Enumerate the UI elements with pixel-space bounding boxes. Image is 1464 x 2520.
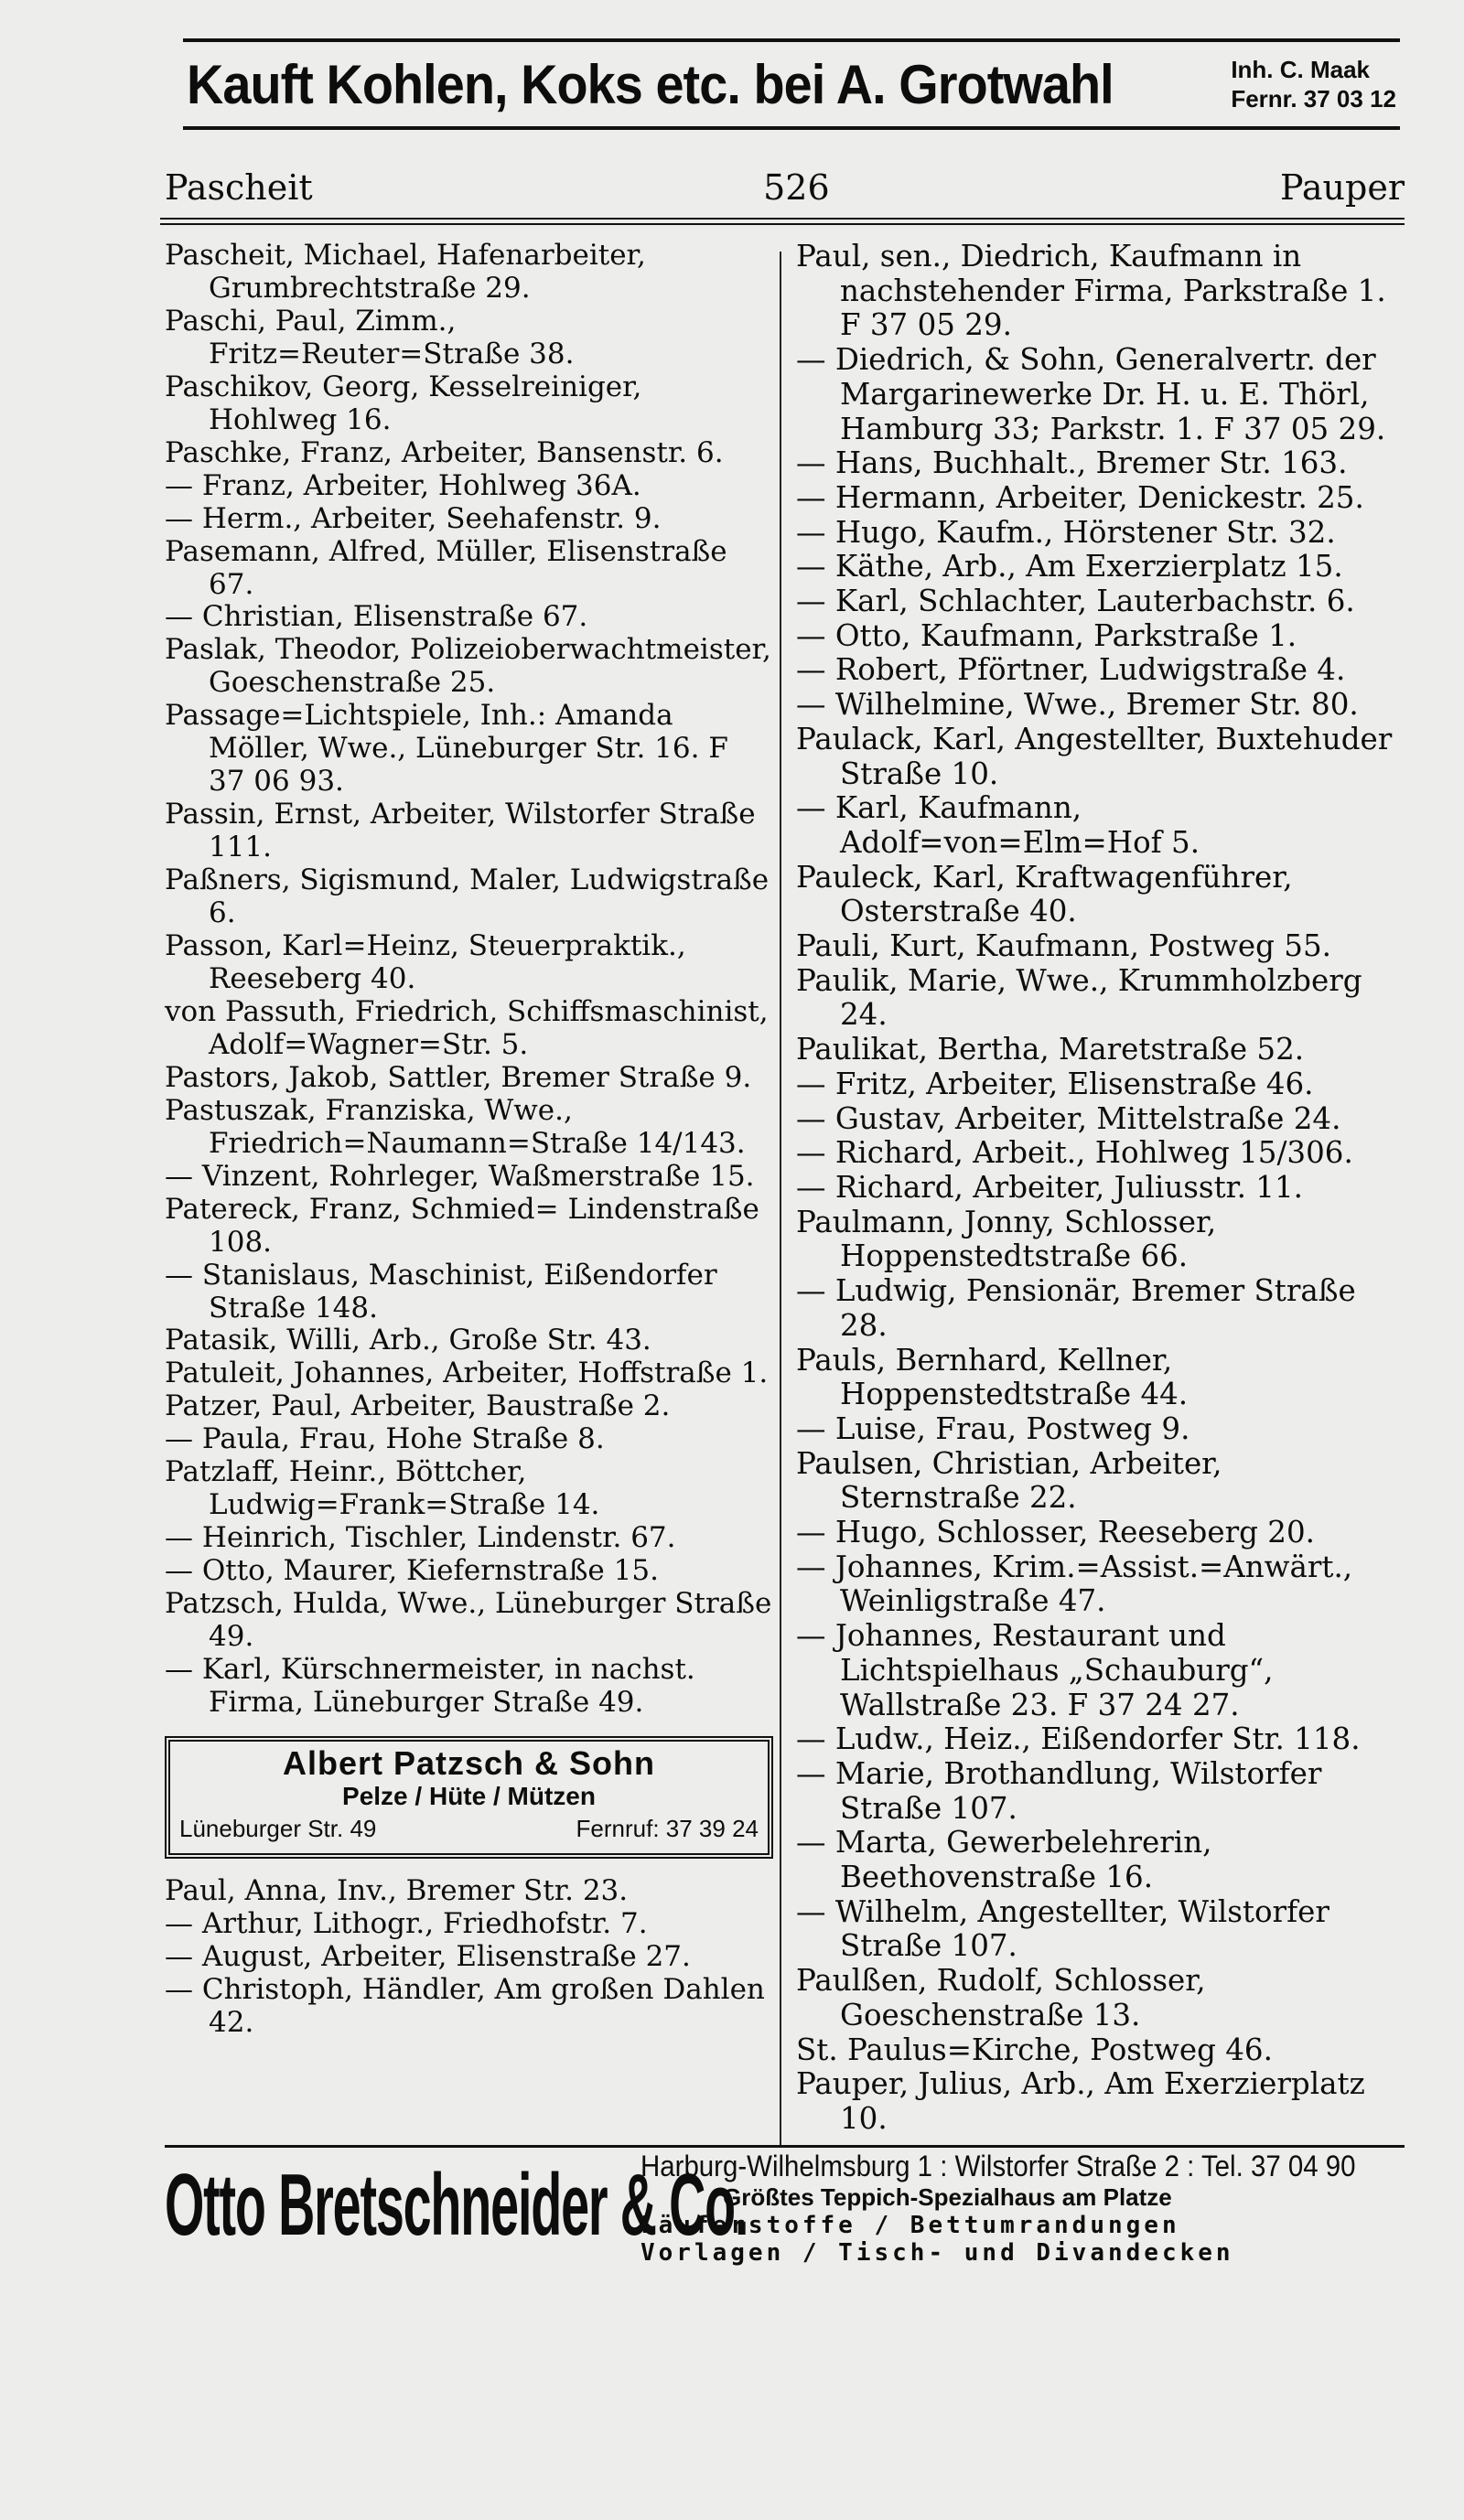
directory-entry: Pauper, Julius, Arb., Am Exerzierplatz 10. [796, 2066, 1365, 2136]
directory-entry: Paschi, Paul, Zimm., Fritz=Reuter=Straße 38. [165, 304, 575, 370]
patzsch-ad-address: Lüneburger Str. 49 [179, 1814, 377, 1842]
directory-entry: — Robert, Pförtner, Ludwigstraße 4. [796, 652, 1346, 688]
directory-entry: Paul, sen., Diedrich, Kaufmann in nachstehender Firma, Parkstraße 1. F 37 05 29. [796, 239, 1386, 343]
directory-entry: Paulmann, Jonny, Schlosser, Hoppenstedtstraße 66. [796, 1204, 1217, 1274]
directory-entry: — Wilhelmine, Wwe., Bremer Str. 80. [796, 687, 1359, 723]
directory-entry: Pastors, Jakob, Sattler, Bremer Straße 9. [165, 1060, 752, 1094]
patzsch-ad-goods: Pelze / Hüte / Mützen [342, 1781, 596, 1810]
directory-entry: — Otto, Kaufmann, Parkstraße 1. [796, 617, 1297, 653]
directory-entry: — Hugo, Kaufm., Hörstener Str. 32. [796, 514, 1336, 550]
top-ad-owner: Inh. C. Maak [1231, 56, 1371, 83]
directory-entry: — Franz, Arbeiter, Hohlweg 36A. [165, 468, 641, 502]
patzsch-advertisement [165, 1736, 773, 1859]
directory-entry: Paßners, Sigismund, Maler, Ludwigstraße 6. [165, 863, 770, 930]
directory-entry: — Hans, Buchhalt., Bremer Str. 163. [796, 445, 1348, 481]
directory-entry: — Diedrich, & Sohn, Generalvertr. der Margarinewerke Dr. H. u. E. Thörl, Hamburg 33; Parkstr. 1. F 37 05 29. [796, 342, 1386, 446]
bottom-ad-address: Harburg-Wilhelmsburg 1 : Wilstorfer Straße 2 : Tel. 37 04 90 [640, 2150, 1356, 2182]
directory-entry: — Christian, Elisenstraße 67. [165, 600, 588, 634]
directory-entry: — Herm., Arbeiter, Seehafenstr. 9. [165, 501, 662, 535]
top-ad-phone: Fernr. 37 03 12 [1231, 85, 1396, 113]
directory-entry: — Richard, Arbeit., Hohlweg 15/306. [796, 1135, 1353, 1171]
directory-entry: — Vinzent, Rohrleger, Waßmerstraße 15. [165, 1159, 755, 1193]
directory-entry: — Heinrich, Tischler, Lindenstr. 67. [165, 1521, 676, 1555]
directory-entry: — Fritz, Arbeiter, Elisenstraße 46. [796, 1066, 1314, 1101]
left-entries-after [165, 1875, 773, 2040]
patzsch-ad-phone: Fernruf: 37 39 24 [576, 1814, 759, 1842]
directory-entry: — Karl, Kürschnermeister, in nachst. Firma, Lüneburger Straße 49. [165, 1652, 695, 1719]
patzsch-ad-contact [179, 1813, 759, 1846]
directory-entry: Patzsch, Hulda, Wwe., Lüneburger Straße 49. [165, 1587, 772, 1654]
directory-entry: — August, Arbeiter, Elisenstraße 27. [165, 1939, 691, 1973]
bottom-ad-slogan: Größtes Teppich-Spezialhaus am Platze [723, 2183, 1172, 2211]
directory-entry: Paslak, Theodor, Polizeioberwachtmeister, Goeschenstraße 25. [165, 633, 771, 700]
directory-entry: Passage=Lichtspiele, Inh.: Amanda Möller, Wwe., Lüneburger Str. 16. F 37 06 93. [165, 699, 728, 799]
footer-rule [165, 2145, 1405, 2148]
left-catchword: Pascheit [165, 167, 313, 208]
directory-entry: — Paula, Frau, Hohe Straße 8. [165, 1422, 605, 1456]
directory-entry: Passin, Ernst, Arbeiter, Wilstorfer Straße 111. [165, 798, 756, 864]
directory-entry: Passon, Karl=Heinz, Steuerpraktik., Reeseberg 40. [165, 929, 686, 995]
directory-entry: — Richard, Arbeiter, Juliusstr. 11. [796, 1169, 1303, 1205]
directory-entry: — Hugo, Schlosser, Reeseberg 20. [796, 1515, 1315, 1550]
directory-entry: Paschikov, Georg, Kesselreiniger, Hohlweg 16. [165, 370, 642, 436]
top-ad-contact [1231, 55, 1396, 113]
directory-entry: Paul, Anna, Inv., Bremer Str. 23. [165, 1873, 629, 1907]
directory-entry: — Christoph, Händler, Am großen Dahlen 42. [165, 1972, 765, 2039]
top-ad-text: Kauft Kohlen, Koks etc. bei A. Grotwahl [187, 53, 1114, 115]
directory-entry: Pascheit, Michael, Hafenarbeiter, Grumbrechtstraße 29. [165, 239, 646, 305]
bottom-advertisement [165, 2150, 1405, 2346]
page-number: 526 [763, 167, 830, 208]
directory-entry: Paulack, Karl, Angestellter, Buxtehuder Straße 10. [796, 721, 1393, 791]
directory-entry: — Arthur, Lithogr., Friedhofstr. 7. [165, 1906, 648, 1940]
directory-entry: Paulikat, Bertha, Maretstraße 52. [796, 1032, 1305, 1067]
directory-entry: Paschke, Franz, Arbeiter, Bansenstr. 6. [165, 435, 724, 469]
running-header [165, 165, 1405, 210]
directory-entry: Pauls, Bernhard, Kellner, Hoppenstedtstraße 44. [796, 1342, 1189, 1412]
directory-entry: Paulsen, Christian, Arbeiter, Sternstraße 22. [796, 1445, 1222, 1516]
directory-entry: Patzlaff, Heinr., Böttcher, Ludwig=Frank=Straße 14. [165, 1455, 600, 1522]
directory-entry: Pastuszak, Franziska, Wwe., Friedrich=Naumann=Straße 14/143. [165, 1093, 746, 1160]
directory-entry: Pasemann, Alfred, Müller, Elisenstraße 67. [165, 534, 727, 601]
directory-entry: Patereck, Franz, Schmied= Lindenstraße 108. [165, 1192, 759, 1259]
directory-entry: Patzer, Paul, Arbeiter, Baustraße 2. [165, 1389, 671, 1423]
bottom-ad-line3: Läuferstoffe / Bettumrandungen [640, 2212, 1180, 2239]
directory-entry: — Ludwig, Pensionär, Bremer Straße 28. [796, 1273, 1356, 1343]
right-catchword: Pauper [1280, 167, 1405, 208]
directory-entry: — Otto, Maurer, Kiefernstraße 15. [165, 1554, 659, 1588]
directory-entry: — Hermann, Arbeiter, Denickestr. 25. [796, 479, 1364, 515]
directory-entry: — Gustav, Arbeiter, Mittelstraße 24. [796, 1100, 1341, 1136]
directory-entry: St. Paulus=Kirche, Postweg 46. [796, 2032, 1273, 2067]
top-advertisement [183, 38, 1400, 130]
directory-entry: — Karl, Kaufmann, Adolf=von=Elm=Hof 5. [796, 790, 1200, 860]
bottom-ad-details [640, 2150, 1418, 2267]
bottom-ad-name: Otto Bretschneider & Co. [165, 2156, 748, 2254]
directory-entry: Patuleit, Johannes, Arbeiter, Hoffstraße 1. [165, 1357, 769, 1390]
directory-entry: Paulßen, Rudolf, Schlosser, Goeschenstraße 13. [796, 1963, 1206, 2032]
directory-entry: — Karl, Schlachter, Lauterbachstr. 6. [796, 584, 1355, 619]
patzsch-ad-name: Albert Patzsch & Sohn [282, 1743, 656, 1782]
directory-entry: — Luise, Frau, Postweg 9. [796, 1410, 1190, 1446]
header-rule [160, 218, 1405, 225]
right-entries [796, 240, 1405, 2137]
directory-entry: — Stanislaus, Maschinist, Eißendorfer Straße 148. [165, 1258, 717, 1324]
directory-entry: — Marta, Gewerbelehrerin, Beethovenstraße 16. [796, 1825, 1212, 1895]
bottom-ad-line4: Vorlagen / Tisch- und Divandecken [640, 2239, 1234, 2267]
column-divider [780, 252, 781, 2145]
directory-entry: — Johannes, Restaurant und Lichtspielhaus „Schauburg“, Wallstraße 23. F 37 24 27. [796, 1618, 1274, 1722]
directory-entry: — Käthe, Arb., Am Exerzierplatz 15. [796, 549, 1343, 584]
directory-entry: Patasik, Willi, Arb., Große Str. 43. [165, 1324, 651, 1357]
right-column [796, 240, 1405, 2137]
directory-entry: Pauli, Kurt, Kaufmann, Postweg 55. [796, 928, 1331, 964]
directory-entry: — Marie, Brothandlung, Wilstorfer Straße 107. [796, 1755, 1322, 1826]
left-entries [165, 240, 773, 1720]
directory-entry: — Wilhelm, Angestellter, Wilstorfer Straße 107. [796, 1893, 1329, 1964]
directory-entry: von Passuth, Friedrich, Schiffsmaschinist, Adolf=Wagner=Str. 5. [165, 994, 769, 1061]
directory-entry: — Ludw., Heiz., Eißendorfer Str. 118. [796, 1721, 1361, 1757]
directory-entry: — Johannes, Krim.=Assist.=Anwärt., Weinligstraße 47. [796, 1549, 1353, 1619]
directory-entry: Pauleck, Karl, Kraftwagenführer, Osterstraße 40. [796, 859, 1293, 929]
directory-entry: Paulik, Marie, Wwe., Krummholzberg 24. [796, 962, 1362, 1033]
left-column [165, 240, 773, 2040]
